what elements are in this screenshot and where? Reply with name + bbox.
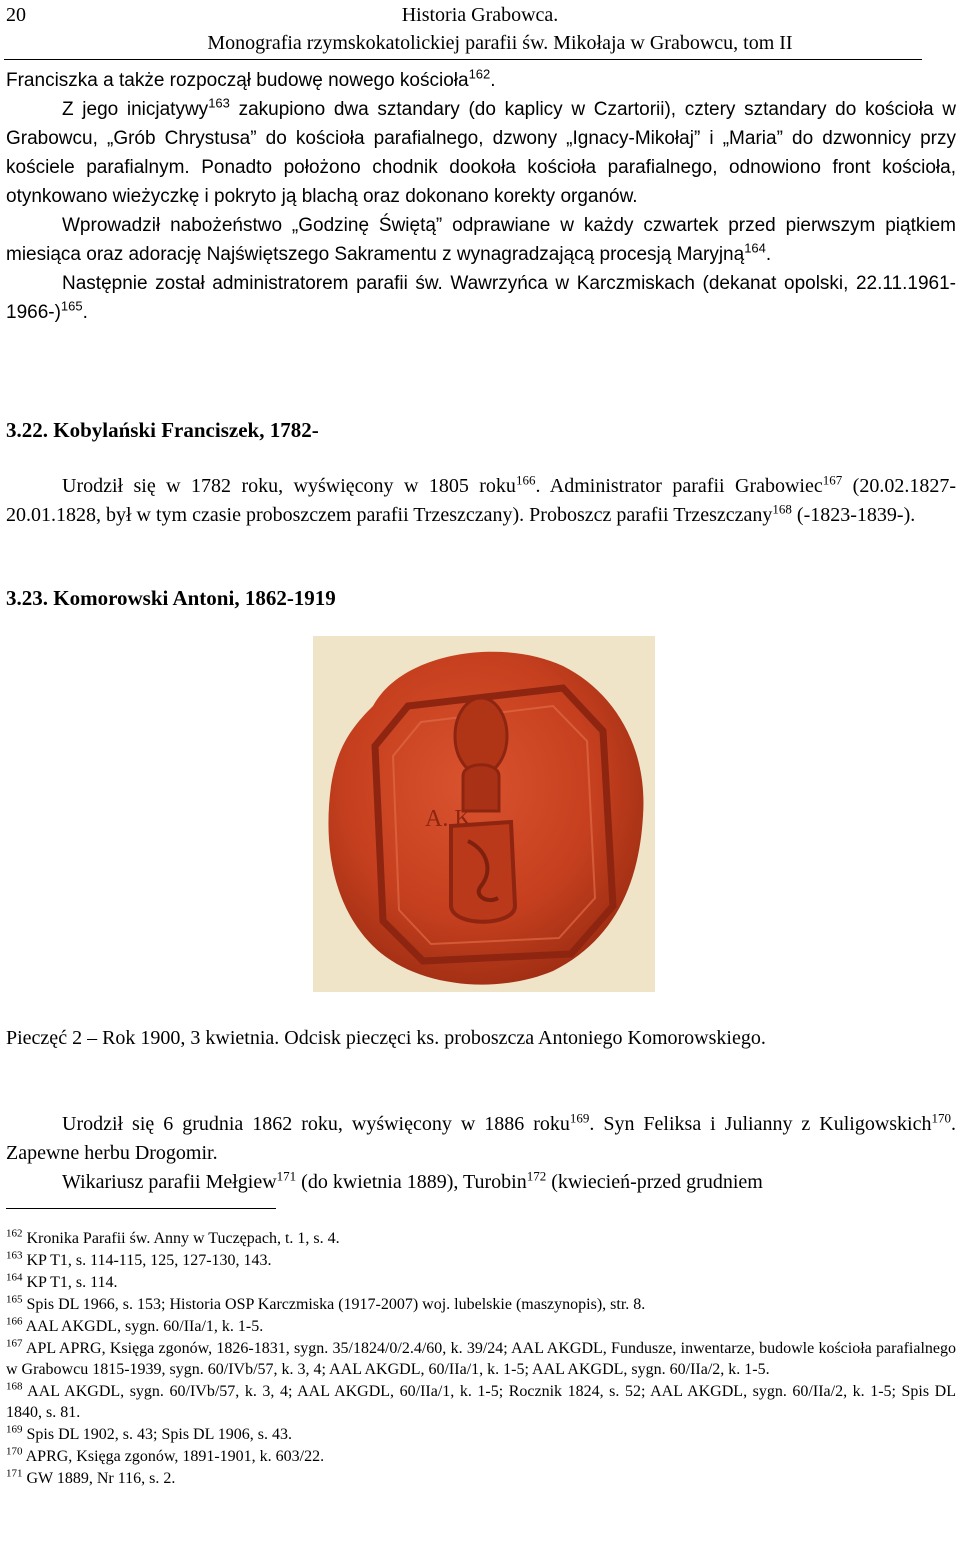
body-block-3	[6, 1110, 956, 1197]
footnote: $^{162}$ Kronika Parafii św. Anny w Tuczępach, t. 1, s. 4.	[6, 1227, 340, 1247]
footnote: $^{171}$ GW 1889, Nr 116, s. 2.	[6, 1467, 176, 1487]
header-rule	[4, 59, 922, 60]
section-heading-3-22: 3.22. Kobylański Franciszek, 1782-	[6, 418, 319, 442]
paragraph: Urodził się 6 grudnia 1862 roku, wyświęcony w 1886 roku$^{169}$. Syn Feliksa i Julianny z Kuligowskich$^{170}$. Zapewne herbu Drogomir.	[6, 1110, 956, 1164]
footnote: $^{166}$ AAL AKGDL, sygn. 60/IIa/1, k. 1-5.	[6, 1315, 264, 1335]
footnote-ref[interactable]: 162	[468, 66, 491, 82]
footnote-ref[interactable]: 164	[744, 240, 766, 256]
footnote: $^{168}$ AAL AKGDL, sygn. 60/IVb/57, k. 3, 4; AAL AKGDL, 60/IIa/1, k. 1-5; Rocznik 1824, s. 52; AAL AKGDL, sygn. 60/IIa/2, k. 1-5; Spis DL 1840, s. 81.	[6, 1380, 956, 1421]
footnote: $^{165}$ Spis DL 1966, s. 153; Historia OSP Karczmiska (1917-2007) woj. lubelskie (maszynopis), str. 8.	[6, 1293, 646, 1313]
footnote-ref[interactable]: 169	[569, 1110, 590, 1126]
body-block-1	[6, 66, 956, 327]
paragraph: Wikariusz parafii Mełgiew$^{171}$ (do kwietnia 1889), Turobin$^{172}$ (kwiecień-przed grudniem	[62, 1168, 763, 1193]
wax-seal-photo	[313, 636, 655, 992]
footnote: $^{170}$ APRG, Księga zgonów, 1891-1901, k. 603/22.	[6, 1445, 325, 1465]
figure-caption-block	[6, 1024, 956, 1053]
paragraph: Wprowadził nabożeństwo „Godzinę Świętą” odprawiane w każdy czwartek przed pierwszym piątkiem miesiąca oraz adorację Najświętszego Sakramentu z wynagradzającą procesją Maryjną$^{164}$.	[6, 215, 956, 265]
footnote: $^{167}$ APL APRG, Księga zgonów, 1826-1831, sygn. 35/1824/0/2.4/60, k. 39/24; AAL AKGDL, Fundusze, inwentarze, budowle kościoła parafialnego w Grabowcu 1815-1939, sygn. 60/IVb/57, k. 3, 4; AAL AKGDL, 60/IIa/1, k. 1-5; AAL AKGDL, sygn. 60/IIa/2, k. 1-5.	[6, 1337, 956, 1378]
figure-caption: Pieczęć 2 – Rok 1900, 3 kwietnia. Odcisk pieczęci ks. proboszcza Antoniego Komorowskiego.	[6, 1027, 766, 1049]
footnote: $^{163}$ KP T1, s. 114-115, 125, 127-130, 143.	[6, 1249, 272, 1269]
paragraph: Urodził się w 1782 roku, wyświęcony w 1805 roku$^{166}$. Administrator parafii Grabowiec$^{167}$ (20.02.1827-20.01.1828, był w tym czasie proboszczem parafii Trzeszczany). Proboszcz parafii Trzeszczany$^{168}$ (-1823-1839-).	[6, 472, 956, 526]
wax-seal-image	[313, 636, 655, 992]
footnote-ref[interactable]: 163	[208, 95, 230, 111]
footnote: $^{164}$ KP T1, s. 114.	[6, 1271, 118, 1291]
section-heading-3-23: 3.23. Komorowski Antoni, 1862-1919	[6, 586, 336, 610]
paragraph: Franciszka a także rozpoczął budowę nowego kościoła$^{162}$.	[6, 66, 496, 91]
paragraph: Z jego inicjatywy$^{163}$ zakupiono dwa sztandary (do kaplicy w Czartorii), cztery sztandary do kościoła w Grabowcu, „Grób Chrystusa” do kościoła parafialnego, dzwony „Ignacy-Mikołaj” i „Maria” do dzwonnicy przy kościele parafialnym. Ponadto położono chodnik dookoła kościoła parafialnego, odnowiono front kościoła, otynkowano wieżyczkę i pokryto ją blachą oraz dokonano korekty organów.	[6, 95, 956, 207]
footnotes	[6, 1228, 956, 1490]
footnote: $^{169}$ Spis DL 1902, s. 43; Spis DL 1906, s. 43.	[6, 1423, 293, 1443]
footnote-ref[interactable]: 168	[772, 501, 792, 517]
body-block-2	[6, 472, 956, 530]
paragraph: Następnie został administratorem parafii św. Wawrzyńca w Karczmiskach (dekanat opolski, 22.11.1961-1966-)$^{165}$.	[6, 273, 956, 323]
footnote-ref[interactable]: 170	[931, 1110, 951, 1126]
footnote-ref[interactable]: 171	[276, 1168, 297, 1184]
running-subtitle: Monografia rzymskokatolickiej parafii św. Mikołaja w Grabowcu, tom II	[207, 32, 793, 54]
seal-initials: A. K.	[425, 806, 478, 832]
footnote-ref[interactable]: 172	[526, 1168, 547, 1184]
footnote-rule	[6, 1208, 276, 1209]
footnote-ref[interactable]: 165	[60, 298, 83, 314]
running-title: Historia Grabowca.	[401, 4, 559, 26]
footnote-ref[interactable]: 167	[822, 472, 843, 488]
footnote-ref[interactable]: 166	[515, 472, 536, 488]
page-number: 20	[6, 4, 26, 26]
